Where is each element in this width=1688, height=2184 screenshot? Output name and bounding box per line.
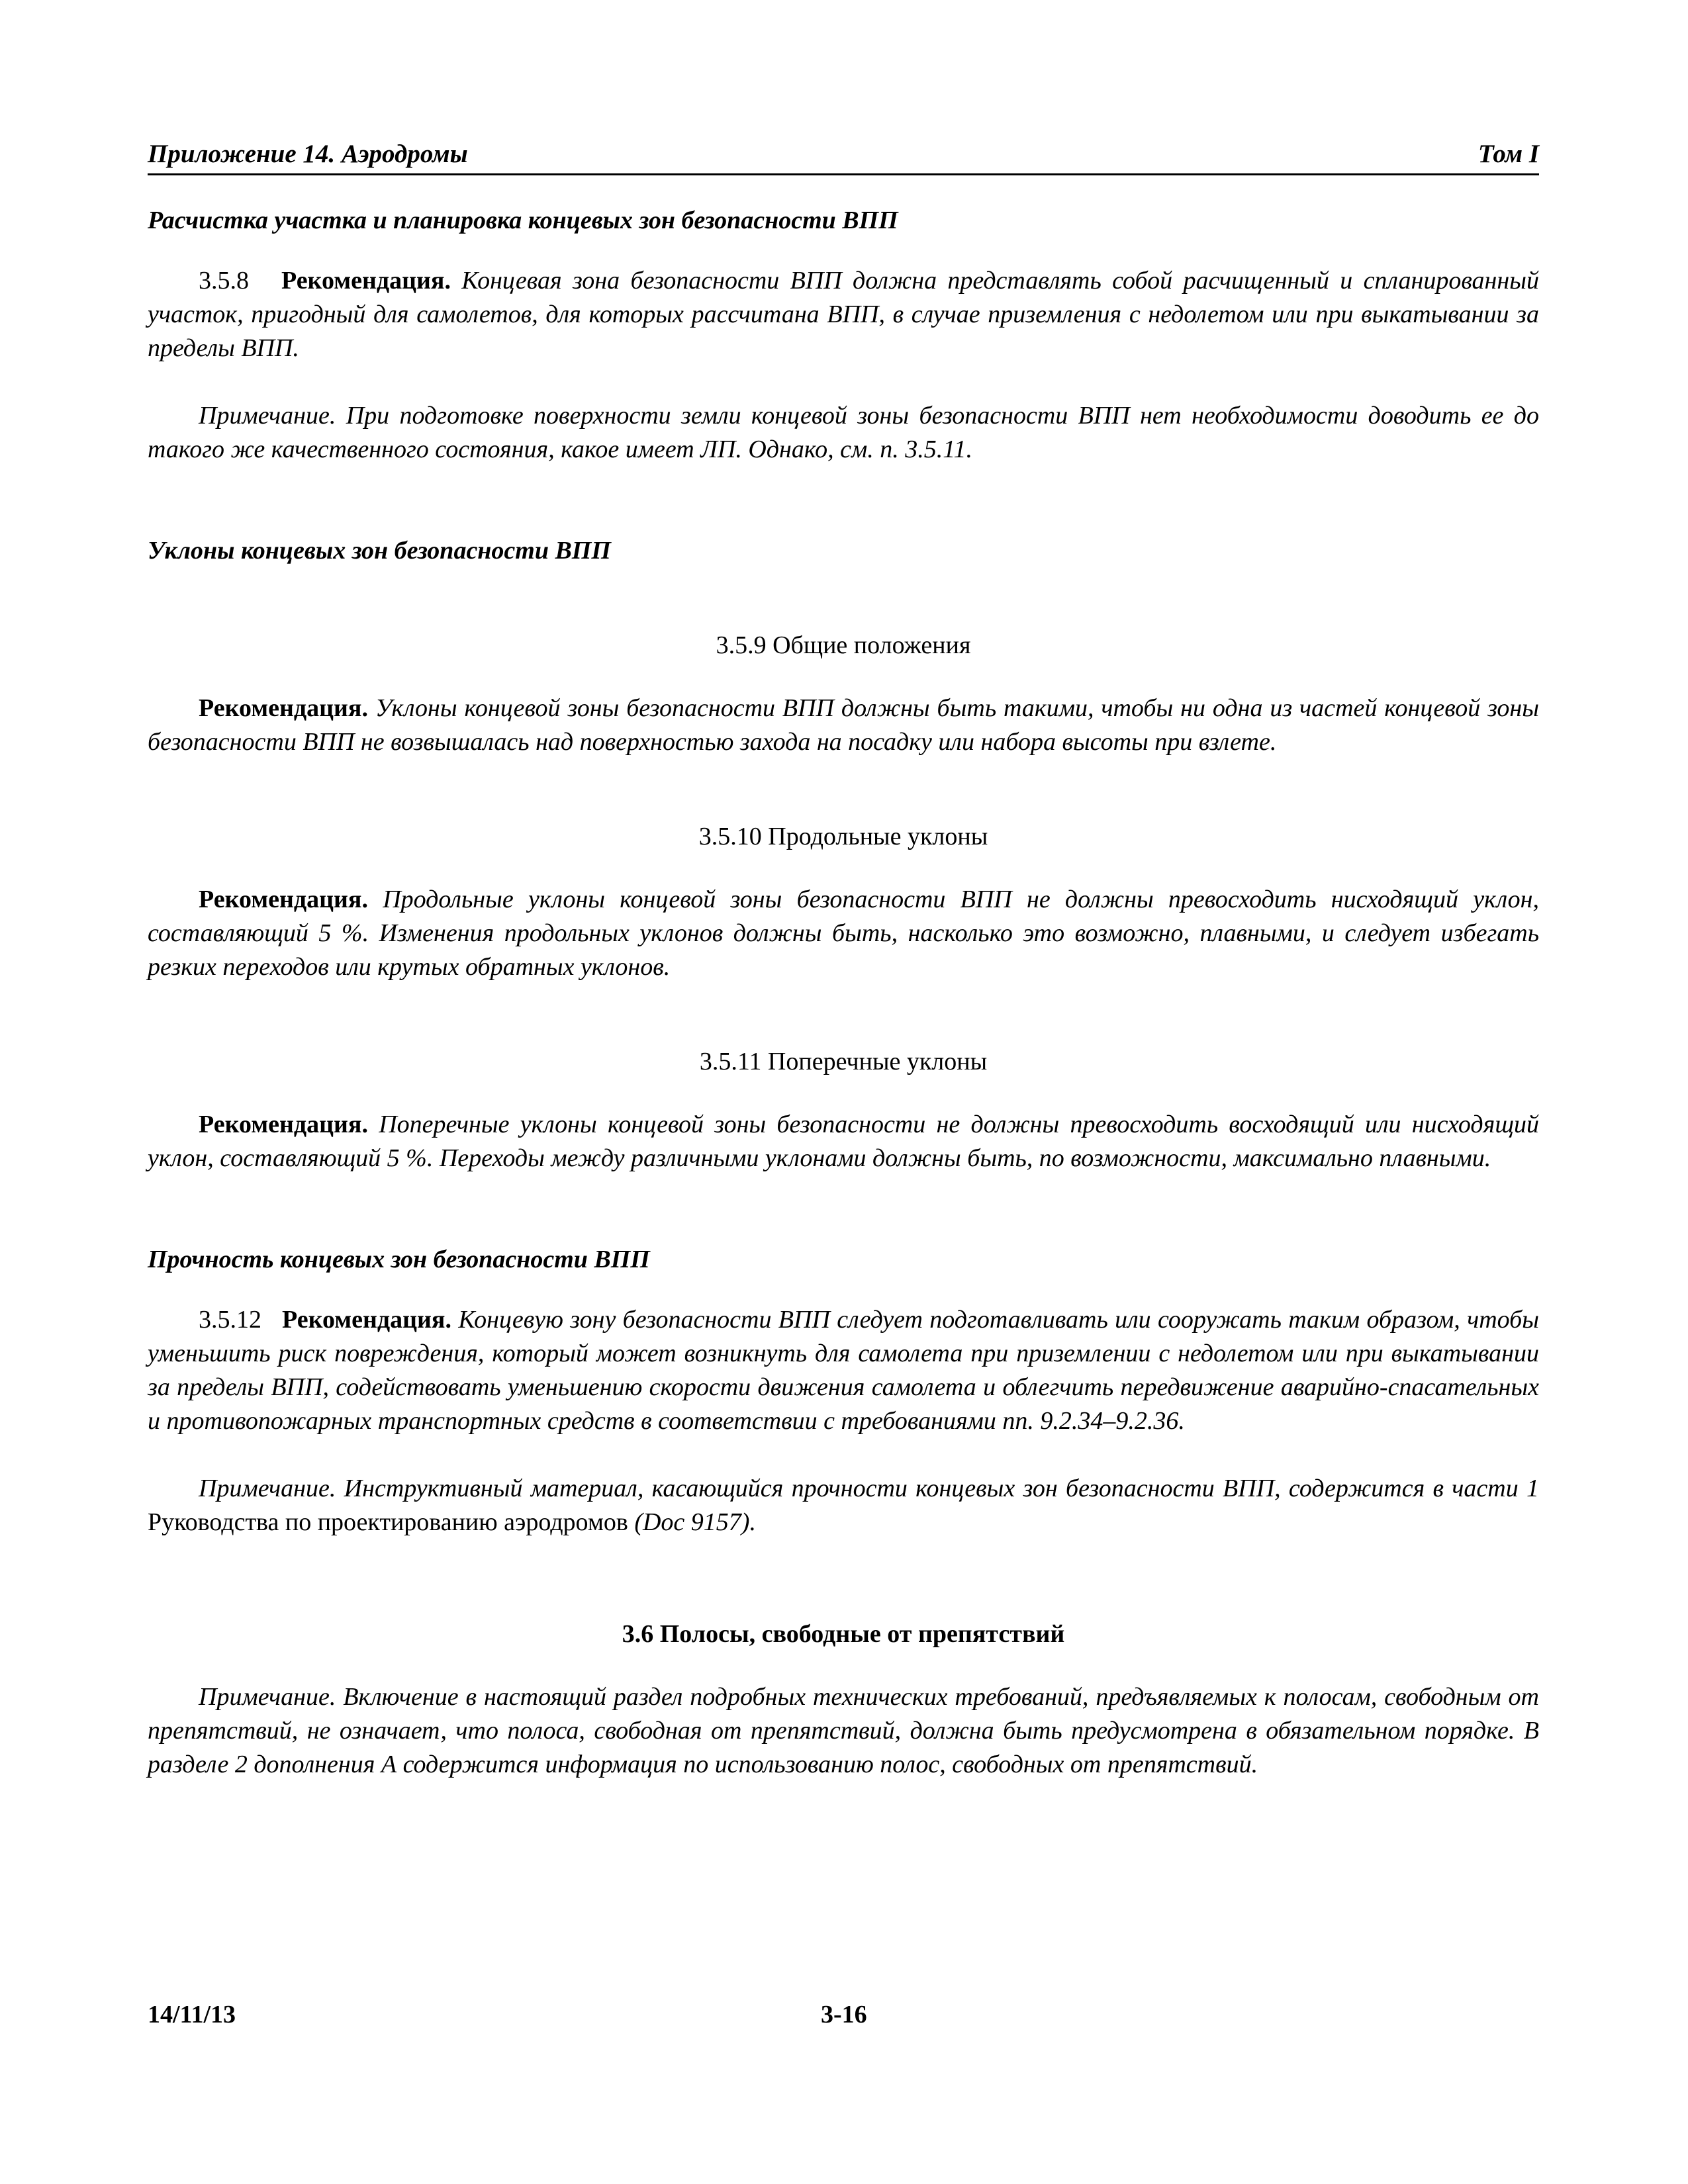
section-heading-slopes: Уклоны концевых зон безопасности ВПП <box>148 537 611 565</box>
paragraph-3-5-12 <box>148 1303 1539 1438</box>
manual-title: Руководства по проектированию аэродромов <box>148 1508 628 1536</box>
section-heading-strength: Прочность концевых зон безопасности ВПП <box>148 1246 650 1273</box>
paragraph-3-5-10 <box>148 883 1539 984</box>
subsection-title-longitudinal: 3.5.10 Продольные уклоны <box>698 823 988 850</box>
recommendation-label: Рекомендация. <box>199 1111 368 1138</box>
paragraph-text: Концевая зона безопасности ВПП должна представлять собой расчищенный и спланированный участок, пригодный для самолетов, для которых рассчитана ВПП, в случае приземления с недолетом или при выкатывании за пределы ВПП. <box>148 267 1539 362</box>
subsection-title-general: 3.5.9 Общие положения <box>716 631 971 659</box>
note-text: Примечание. Инструктивный материал, касающийся прочности концевых зон безопасности ВПП, содержится в части 1 <box>199 1475 1539 1502</box>
paragraph-number: 3.5.8 <box>199 267 249 295</box>
header-volume: Том I <box>1477 140 1539 168</box>
header-annex-title: Приложение 14. Аэродромы <box>148 140 468 168</box>
paragraph-text: Поперечные уклоны концевой зоны безопасности не должны превосходить восходящий или нисходящий уклон, составляющий 5 %. Переходы между различными уклонами должны быть, по возможности, максимально плавными. <box>148 1111 1540 1172</box>
doc-reference: (Doc 9157). <box>634 1508 756 1536</box>
page-header <box>148 132 1539 175</box>
section-heading-clearing: Расчистка участка и планировка концевых зон безопасности ВПП <box>148 206 898 234</box>
recommendation-label: Рекомендация. <box>199 694 368 722</box>
subsection-title-transverse: 3.5.11 Поперечные уклоны <box>699 1048 988 1075</box>
recommendation-label: Рекомендация. <box>199 886 368 913</box>
note-3-5-12 <box>148 1472 1539 1539</box>
footer-date: 14/11/13 <box>148 2001 236 2028</box>
note-3-5-8: Примечание. При подготовке поверхности земли концевой зоны безопасности ВПП нет необходимости доводить ее до такого же качественного состояния, какое имеет ЛП. Однако, см. п. 3.5.11. <box>148 402 1539 463</box>
section-title-clearways: 3.6 Полосы, свободные от препятствий <box>622 1620 1065 1648</box>
paragraph-text: Уклоны концевой зоны безопасности ВПП должны быть такими, чтобы ни одна из частей концевой зоны безопасности ВПП не возвышалась над поверхностью захода на посадку или набора высоты при взлете. <box>148 694 1540 756</box>
recommendation-label: Рекомендация. <box>281 267 451 295</box>
paragraph-3-5-11 <box>148 1108 1539 1175</box>
paragraph-3-5-8 <box>148 264 1539 365</box>
page-content <box>148 204 1539 1782</box>
note-clearways: Примечание. Включение в настоящий раздел подробных технических требований, предъявляемых к полосам, свободным от препятствий, не означает, что полоса, свободная от препятствий, должна быть предусмотрена в обязательном порядке. В разделе 2 дополнения А содержится информация по использованию полос, свободных от препятствий. <box>148 1683 1539 1778</box>
paragraph-text: Концевую зону безопасности ВПП следует подготавливать или сооружать таким образом, чтобы уменьшить риск повреждения, который может возникнуть для самолета при приземлении с недолетом или при выкатывании за пределы ВПП, содействовать уменьшению скорости движения самолета и облегчить передвижение аварийно-спасательных и противопожарных транспортных средств в соответствии с требованиями пп. 9.2.34–9.2.36. <box>148 1306 1540 1435</box>
paragraph-text: Продольные уклоны концевой зоны безопасности ВПП не должны превосходить нисходящий уклон, составляющий 5 %. Изменения продольных уклонов должны быть, насколько это возможно, плавными, и следует избегать резких переходов или крутых обратных уклонов. <box>148 886 1539 981</box>
page-footer <box>148 2000 1539 2033</box>
footer-page-number: 3-16 <box>821 2001 867 2028</box>
paragraph-3-5-9 <box>148 692 1539 759</box>
recommendation-label: Рекомендация. <box>282 1306 451 1334</box>
paragraph-number: 3.5.12 <box>199 1306 261 1334</box>
